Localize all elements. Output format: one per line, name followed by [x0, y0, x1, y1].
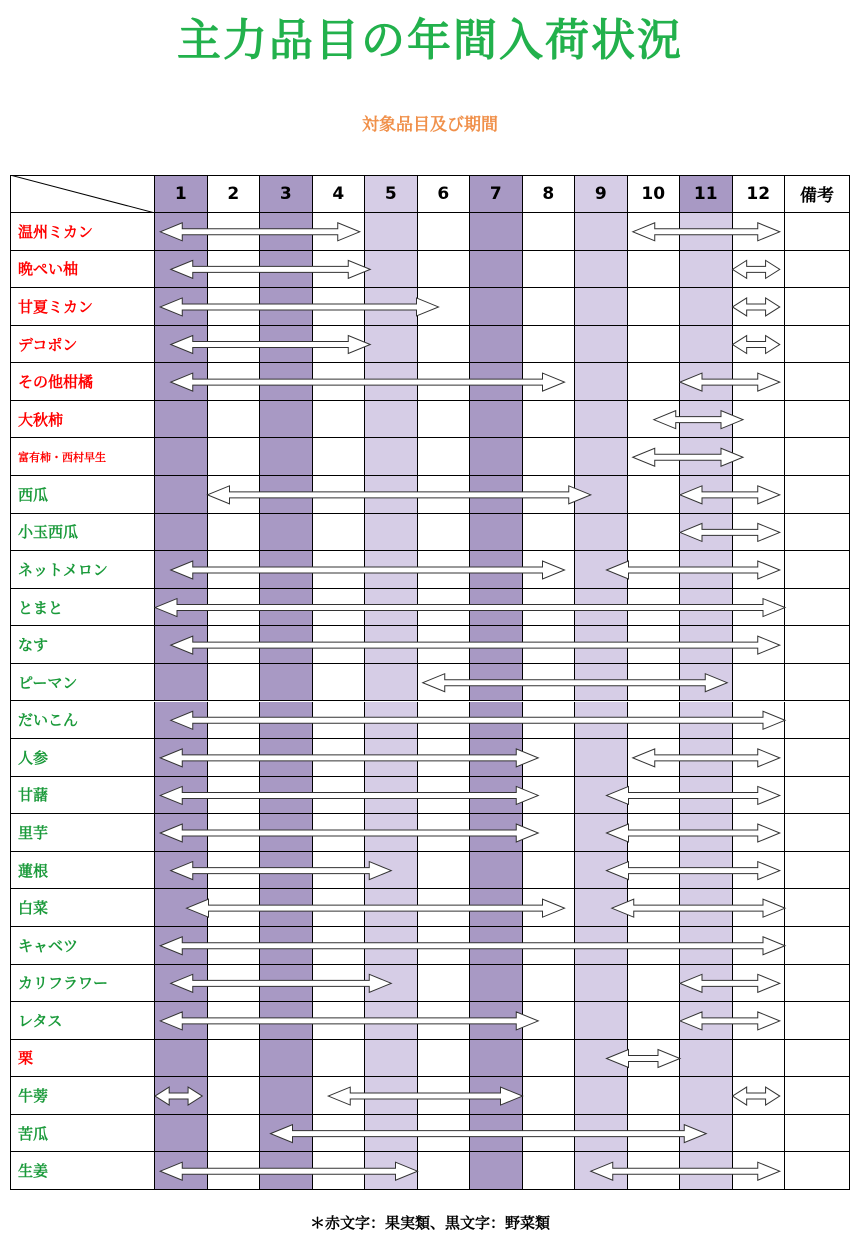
row-label: 里芋 [10, 814, 155, 852]
header-month-11: 11 [680, 175, 733, 213]
row-label: とまと [10, 589, 155, 627]
row-label: 富有柿・西村早生 [10, 438, 155, 476]
row-label: その他柑橘 [10, 363, 155, 401]
header-month-8: 8 [523, 175, 576, 213]
row-label: 白菜 [10, 889, 155, 927]
period-arrow [633, 448, 743, 466]
period-arrow [680, 373, 780, 391]
period-arrow [171, 974, 392, 992]
header-month-1: 1 [155, 175, 208, 213]
row-label: ネットメロン [10, 551, 155, 589]
header-month-10: 10 [628, 175, 681, 213]
period-arrow [423, 674, 728, 692]
row-label: 晩ぺい柚 [10, 251, 155, 289]
period-arrow [160, 1012, 538, 1030]
period-arrow [328, 1087, 522, 1105]
annual-arrival-table [10, 175, 850, 1190]
row-label: カリフラワー [10, 965, 155, 1003]
legend-note: ＊赤文字：果実類、黒文字：野菜類 [309, 1214, 550, 1232]
period-arrow [160, 786, 538, 804]
row-label: 甘藷 [10, 777, 155, 815]
period-arrow [633, 223, 780, 241]
period-arrow [208, 486, 591, 504]
period-arrow [654, 411, 743, 429]
period-arrow [160, 1162, 417, 1180]
header-remarks: 備考 [785, 175, 850, 213]
period-arrow [733, 1087, 780, 1105]
period-arrow [171, 561, 565, 579]
row-label: 生姜 [10, 1152, 155, 1190]
row-label: レタス [10, 1002, 155, 1040]
period-arrow [160, 298, 438, 316]
row-label: 小玉西瓜 [10, 514, 155, 552]
period-arrow [160, 749, 538, 767]
row-label: 蓮根 [10, 852, 155, 890]
period-arrow [171, 862, 392, 880]
row-label: 栗 [10, 1040, 155, 1078]
header-month-9: 9 [575, 175, 628, 213]
period-arrow [155, 599, 785, 617]
row-label: ピーマン [10, 664, 155, 702]
row-label: なす [10, 626, 155, 664]
period-arrow [591, 1162, 780, 1180]
period-arrow [607, 862, 780, 880]
period-arrow [607, 786, 780, 804]
row-label: デコポン [10, 326, 155, 364]
header-month-7: 7 [470, 175, 523, 213]
period-arrow [633, 749, 780, 767]
header-month-2: 2 [208, 175, 261, 213]
header-month-12: 12 [733, 175, 786, 213]
period-arrow [607, 824, 780, 842]
period-arrow [607, 1049, 681, 1067]
header-month-3: 3 [260, 175, 313, 213]
row-label: 牛蒡 [10, 1077, 155, 1115]
row-label: だいこん [10, 702, 155, 740]
period-arrow [733, 260, 780, 278]
row-label: 西瓜 [10, 476, 155, 514]
period-arrow [171, 373, 565, 391]
period-arrow [171, 260, 371, 278]
period-arrow [155, 1087, 202, 1105]
period-arrow [160, 824, 538, 842]
period-arrow [680, 974, 780, 992]
period-arrow [612, 899, 785, 917]
period-arrow [160, 937, 785, 955]
header-month-6: 6 [418, 175, 471, 213]
row-label: 苦瓜 [10, 1115, 155, 1153]
row-label: 甘夏ミカン [10, 288, 155, 326]
period-arrow [680, 523, 780, 541]
period-arrow [733, 298, 780, 316]
row-label: 大秋柿 [10, 401, 155, 439]
period-arrow [680, 486, 780, 504]
period-arrow [160, 223, 360, 241]
period-arrow [171, 336, 371, 354]
period-arrow [187, 899, 565, 917]
header-month-5: 5 [365, 175, 418, 213]
page-title: 主力品目の年間入荷状況 [177, 15, 683, 66]
period-arrow [680, 1012, 780, 1030]
period-arrow [271, 1125, 707, 1143]
arrow-layer [10, 175, 850, 1190]
period-arrow [733, 336, 780, 354]
header-month-4: 4 [313, 175, 366, 213]
row-label: 温州ミカン [10, 213, 155, 251]
page-subtitle: 対象品目及び期間 [362, 115, 498, 135]
period-arrow [171, 636, 780, 654]
row-label: キャベツ [10, 927, 155, 965]
row-label: 人参 [10, 739, 155, 777]
period-arrow [171, 711, 785, 729]
period-arrow [607, 561, 780, 579]
